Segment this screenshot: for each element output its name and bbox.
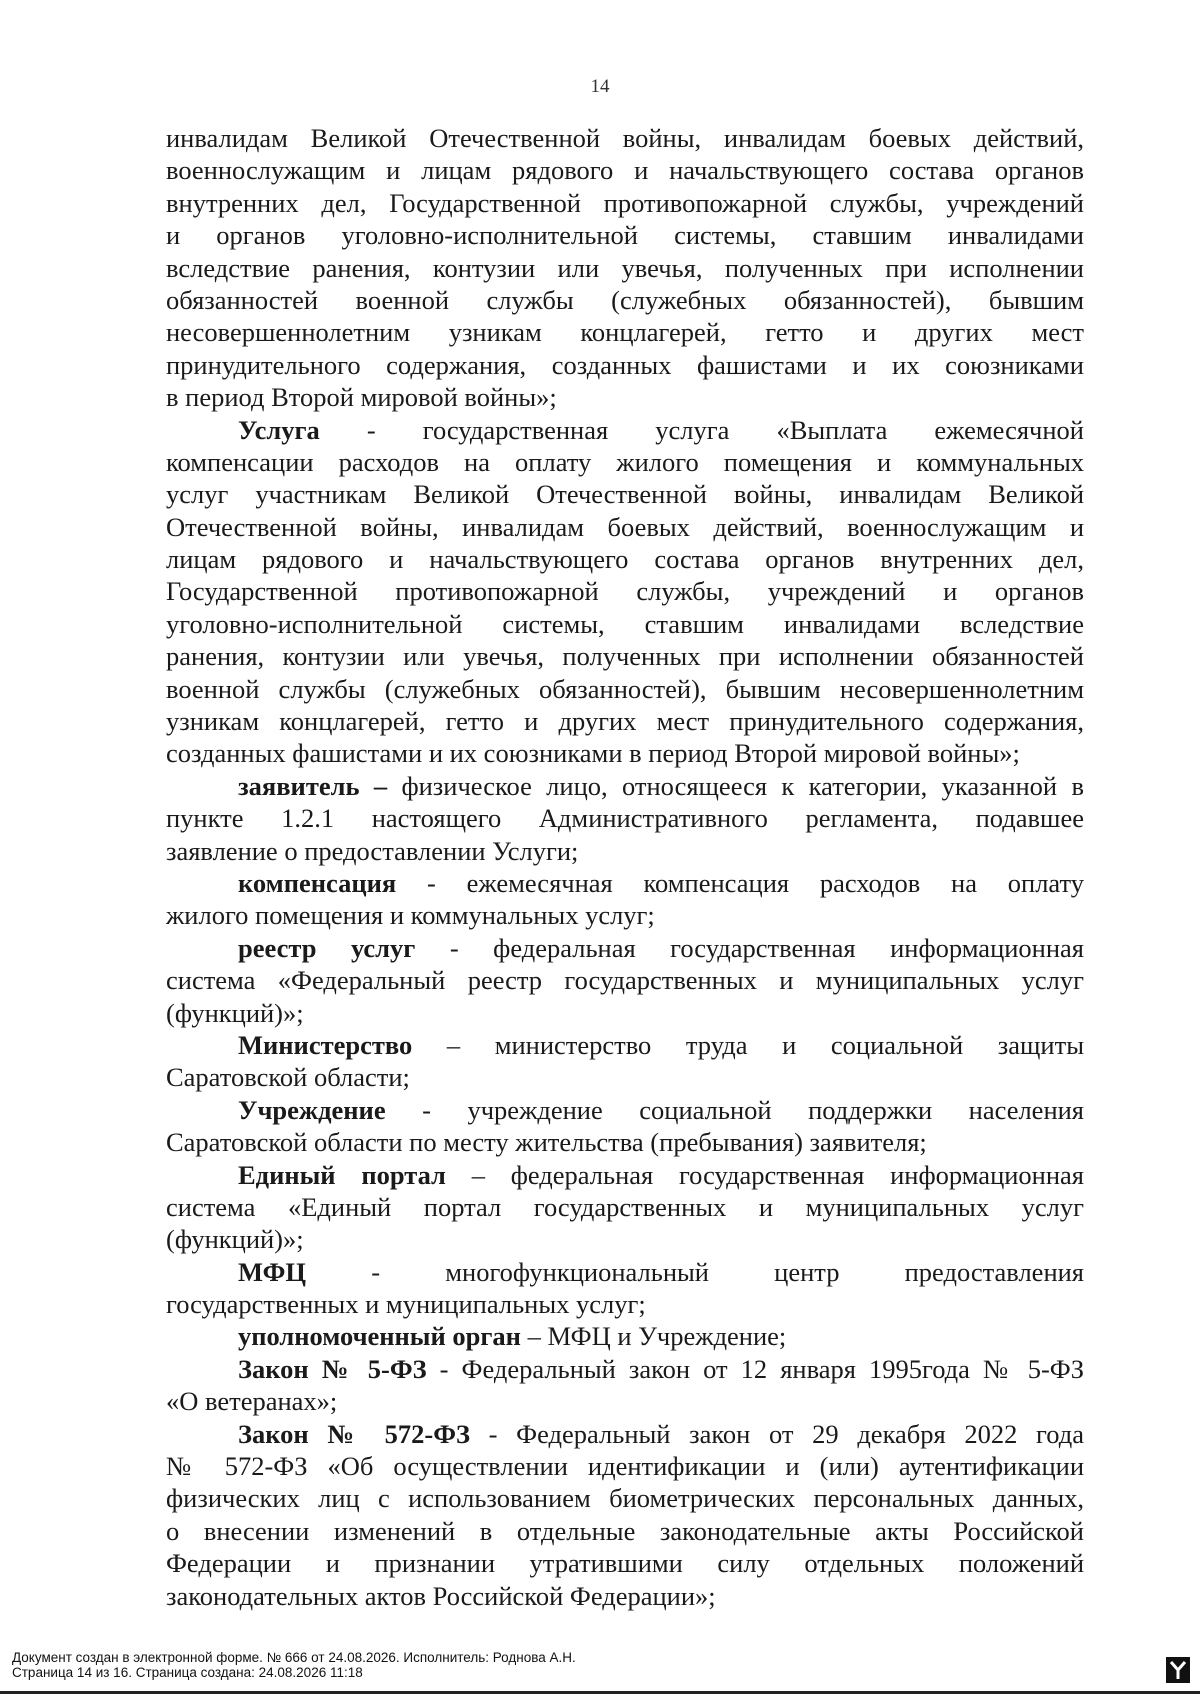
- text-line: [166, 640, 1084, 672]
- line-text: № 572-ФЗ «Об осуществлении идентификации и (или) аутентификации: [166, 1451, 1084, 1482]
- defined-term: Закон № 572-ФЗ: [238, 1418, 471, 1449]
- line-text: Государственной противопожарной службы, учреждений и органов: [166, 576, 1084, 607]
- defined-term: реестр услуг: [238, 932, 416, 963]
- line-text: лицам рядового и начальствующего состава органов внутренних дел,: [166, 544, 1084, 575]
- page-number: 14: [590, 76, 610, 97]
- line-text: обязанностей военной службы (служебных обязанностей), бывшим: [166, 284, 1084, 315]
- text-line: [166, 446, 1084, 478]
- defined-term: компенсация: [238, 867, 397, 898]
- text-line: [166, 673, 1084, 705]
- text-line: [166, 1482, 1084, 1514]
- line-text: система «Единый портал государственных и муниципальных услуг: [166, 1191, 1084, 1222]
- line-text: Отечественной войны, инвалидам боевых действий, военнослужащим и: [166, 511, 1084, 542]
- line-text: и органов уголовно-исполнительной системы, ставшим инвалидами: [166, 220, 1084, 251]
- defined-term: Учреждение: [238, 1094, 386, 1125]
- paragraph: [166, 1256, 1084, 1321]
- line-text: в период Второй мировой войны»;: [166, 382, 557, 413]
- line-text: уголовно-исполнительной системы, ставшим инвалидами вследствие: [166, 608, 1084, 639]
- footer-document-info: Документ создан в электронной форме. № 666 от 24.08.2026. Исполнитель: Роднова А.Н.: [12, 1650, 576, 1665]
- line-text: жилого помещения и коммунальных услуг;: [166, 900, 655, 931]
- line-text: пункте 1.2.1 настоящего Административного регламента, подавшее: [166, 803, 1084, 834]
- text-line: [166, 478, 1084, 510]
- paragraph: [166, 1353, 1084, 1418]
- line-text: «О ветеранах»;: [166, 1386, 338, 1417]
- paragraph: [166, 770, 1084, 867]
- text-line: [166, 1580, 1084, 1612]
- text-line: [166, 1094, 1084, 1126]
- line-text: внутренних дел, Государственной противопожарной службы, учреждений: [166, 187, 1084, 218]
- line-text: военнослужащим и лицам рядового и начальствующего состава органов: [166, 155, 1084, 186]
- paragraph: [166, 1418, 1084, 1612]
- line-text: - Федеральный закон от 29 декабря 2022 года: [470, 1418, 1085, 1449]
- text-line: [166, 1418, 1084, 1450]
- text-line: [166, 802, 1084, 834]
- text-line: [166, 1191, 1084, 1223]
- text-line: [166, 835, 1084, 867]
- text-line: [166, 899, 1084, 931]
- footer-rule: [0, 1691, 1200, 1694]
- line-text: - Федеральный закон от 12 января 1995года № 5-ФЗ: [426, 1353, 1084, 1384]
- paragraph: [166, 1029, 1084, 1094]
- line-text: физических лиц с использованием биометрических персональных данных,: [166, 1483, 1084, 1514]
- text-line: [166, 1547, 1084, 1579]
- electronic-document-footer: [12, 1650, 576, 1680]
- line-text: - ежемесячная компенсация расходов на оплату: [396, 867, 1084, 898]
- line-text: несовершеннолетним узникам концлагерей, гетто и других мест: [166, 317, 1084, 348]
- defined-term: МФЦ: [238, 1256, 307, 1287]
- line-text: Федерации и признании утратившими силу отдельных положений: [166, 1548, 1084, 1579]
- text-line: [166, 1256, 1084, 1288]
- text-line: [166, 414, 1084, 446]
- defined-term: Закон № 5-ФЗ: [238, 1353, 427, 1384]
- line-text: - многофункциональный центр предоставления: [306, 1256, 1084, 1287]
- document-body: [166, 122, 1084, 1612]
- line-text: система «Федеральный реестр государственных и муниципальных услуг: [166, 965, 1084, 996]
- line-text: заявление о предоставлении Услуги;: [166, 835, 579, 866]
- text-line: [166, 1450, 1084, 1482]
- paragraph: [166, 1159, 1084, 1256]
- text-line: [166, 1320, 1084, 1352]
- line-text: – федеральная государственная информационная: [445, 1159, 1084, 1190]
- line-text: Саратовской области;: [166, 1062, 410, 1093]
- line-text: узникам концлагерей, гетто и других мест принудительного содержания,: [166, 706, 1084, 737]
- text-line: [166, 511, 1084, 543]
- text-line: [166, 867, 1084, 899]
- text-line: [166, 1353, 1084, 1385]
- text-line: [166, 252, 1084, 284]
- text-line: [166, 187, 1084, 219]
- line-text: о внесении изменений в отдельные законодательные акты Российской: [166, 1515, 1084, 1546]
- text-line: [166, 381, 1084, 413]
- text-line: [166, 1515, 1084, 1547]
- text-line: [166, 219, 1084, 251]
- paragraph: [166, 932, 1084, 1029]
- line-text: ранения, контузии или увечья, полученных при исполнении обязанностей: [166, 641, 1084, 672]
- text-line: [166, 770, 1084, 802]
- defined-term: Министерство: [238, 1029, 413, 1060]
- line-text: – МФЦ и Учреждение;: [520, 1321, 787, 1352]
- text-line: [166, 964, 1084, 996]
- text-line: [166, 575, 1084, 607]
- paragraph: [166, 414, 1084, 770]
- text-line: [166, 1061, 1084, 1093]
- line-text: - федеральная государственная информационная: [415, 932, 1084, 963]
- line-text: – министерство труда и социальной защиты: [412, 1029, 1084, 1060]
- text-line: [166, 737, 1084, 769]
- text-line: [166, 932, 1084, 964]
- footer-page-info: Страница 14 из 16. Страница создана: 24.08.2026 11:18: [12, 1665, 363, 1680]
- line-text: (функций)»;: [166, 1224, 304, 1255]
- defined-term: Услуга: [238, 414, 320, 445]
- text-line: [166, 1029, 1084, 1061]
- text-line: [166, 154, 1084, 186]
- text-line: [166, 705, 1084, 737]
- text-line: [166, 1223, 1084, 1255]
- line-text: - государственная услуга «Выплата ежемесячной: [319, 414, 1084, 445]
- text-line: [166, 543, 1084, 575]
- line-text: военной службы (служебных обязанностей), бывшим несовершеннолетним: [166, 673, 1084, 704]
- line-text: Саратовской области по месту жительства (пребывания) заявителя;: [166, 1127, 927, 1158]
- line-text: государственных и муниципальных услуг;: [166, 1289, 646, 1320]
- defined-term: уполномоченный орган: [238, 1321, 521, 1352]
- text-line: [166, 608, 1084, 640]
- line-text: услуг участникам Великой Отечественной войны, инвалидам Великой: [166, 479, 1084, 510]
- line-text: компенсации расходов на оплату жилого помещения и коммунальных: [166, 446, 1084, 477]
- line-text: вследствие ранения, контузии или увечья, полученных при исполнении: [166, 252, 1084, 283]
- paragraph: [166, 1320, 1084, 1352]
- line-text: инвалидам Великой Отечественной войны, инвалидам боевых действий,: [166, 123, 1084, 153]
- text-line: [166, 997, 1084, 1029]
- defined-term: заявитель –: [238, 770, 388, 801]
- paragraph: [166, 867, 1084, 932]
- line-text: (функций)»;: [166, 997, 304, 1028]
- defined-term: Единый портал: [238, 1159, 446, 1190]
- text-line: [166, 284, 1084, 316]
- line-text: принудительного содержания, созданных фашистами и их союзниками: [166, 349, 1084, 380]
- paragraph: [166, 1094, 1084, 1159]
- text-line: [166, 316, 1084, 348]
- text-line: [166, 1385, 1084, 1417]
- paragraph: [166, 122, 1084, 414]
- line-text: - учреждение социальной поддержки населения: [385, 1094, 1084, 1125]
- line-text: физическое лицо, относящееся к категории, указанной в: [387, 770, 1084, 801]
- line-text: созданных фашистами и их союзниками в период Второй мировой войны»;: [166, 738, 1020, 769]
- text-line: [166, 1288, 1084, 1320]
- document-system-logo-icon: [1166, 1657, 1190, 1683]
- text-line: [166, 1126, 1084, 1158]
- text-line: [166, 122, 1084, 154]
- text-line: [166, 1159, 1084, 1191]
- text-line: [166, 349, 1084, 381]
- line-text: законодательных актов Российской Федерации»;: [166, 1580, 716, 1611]
